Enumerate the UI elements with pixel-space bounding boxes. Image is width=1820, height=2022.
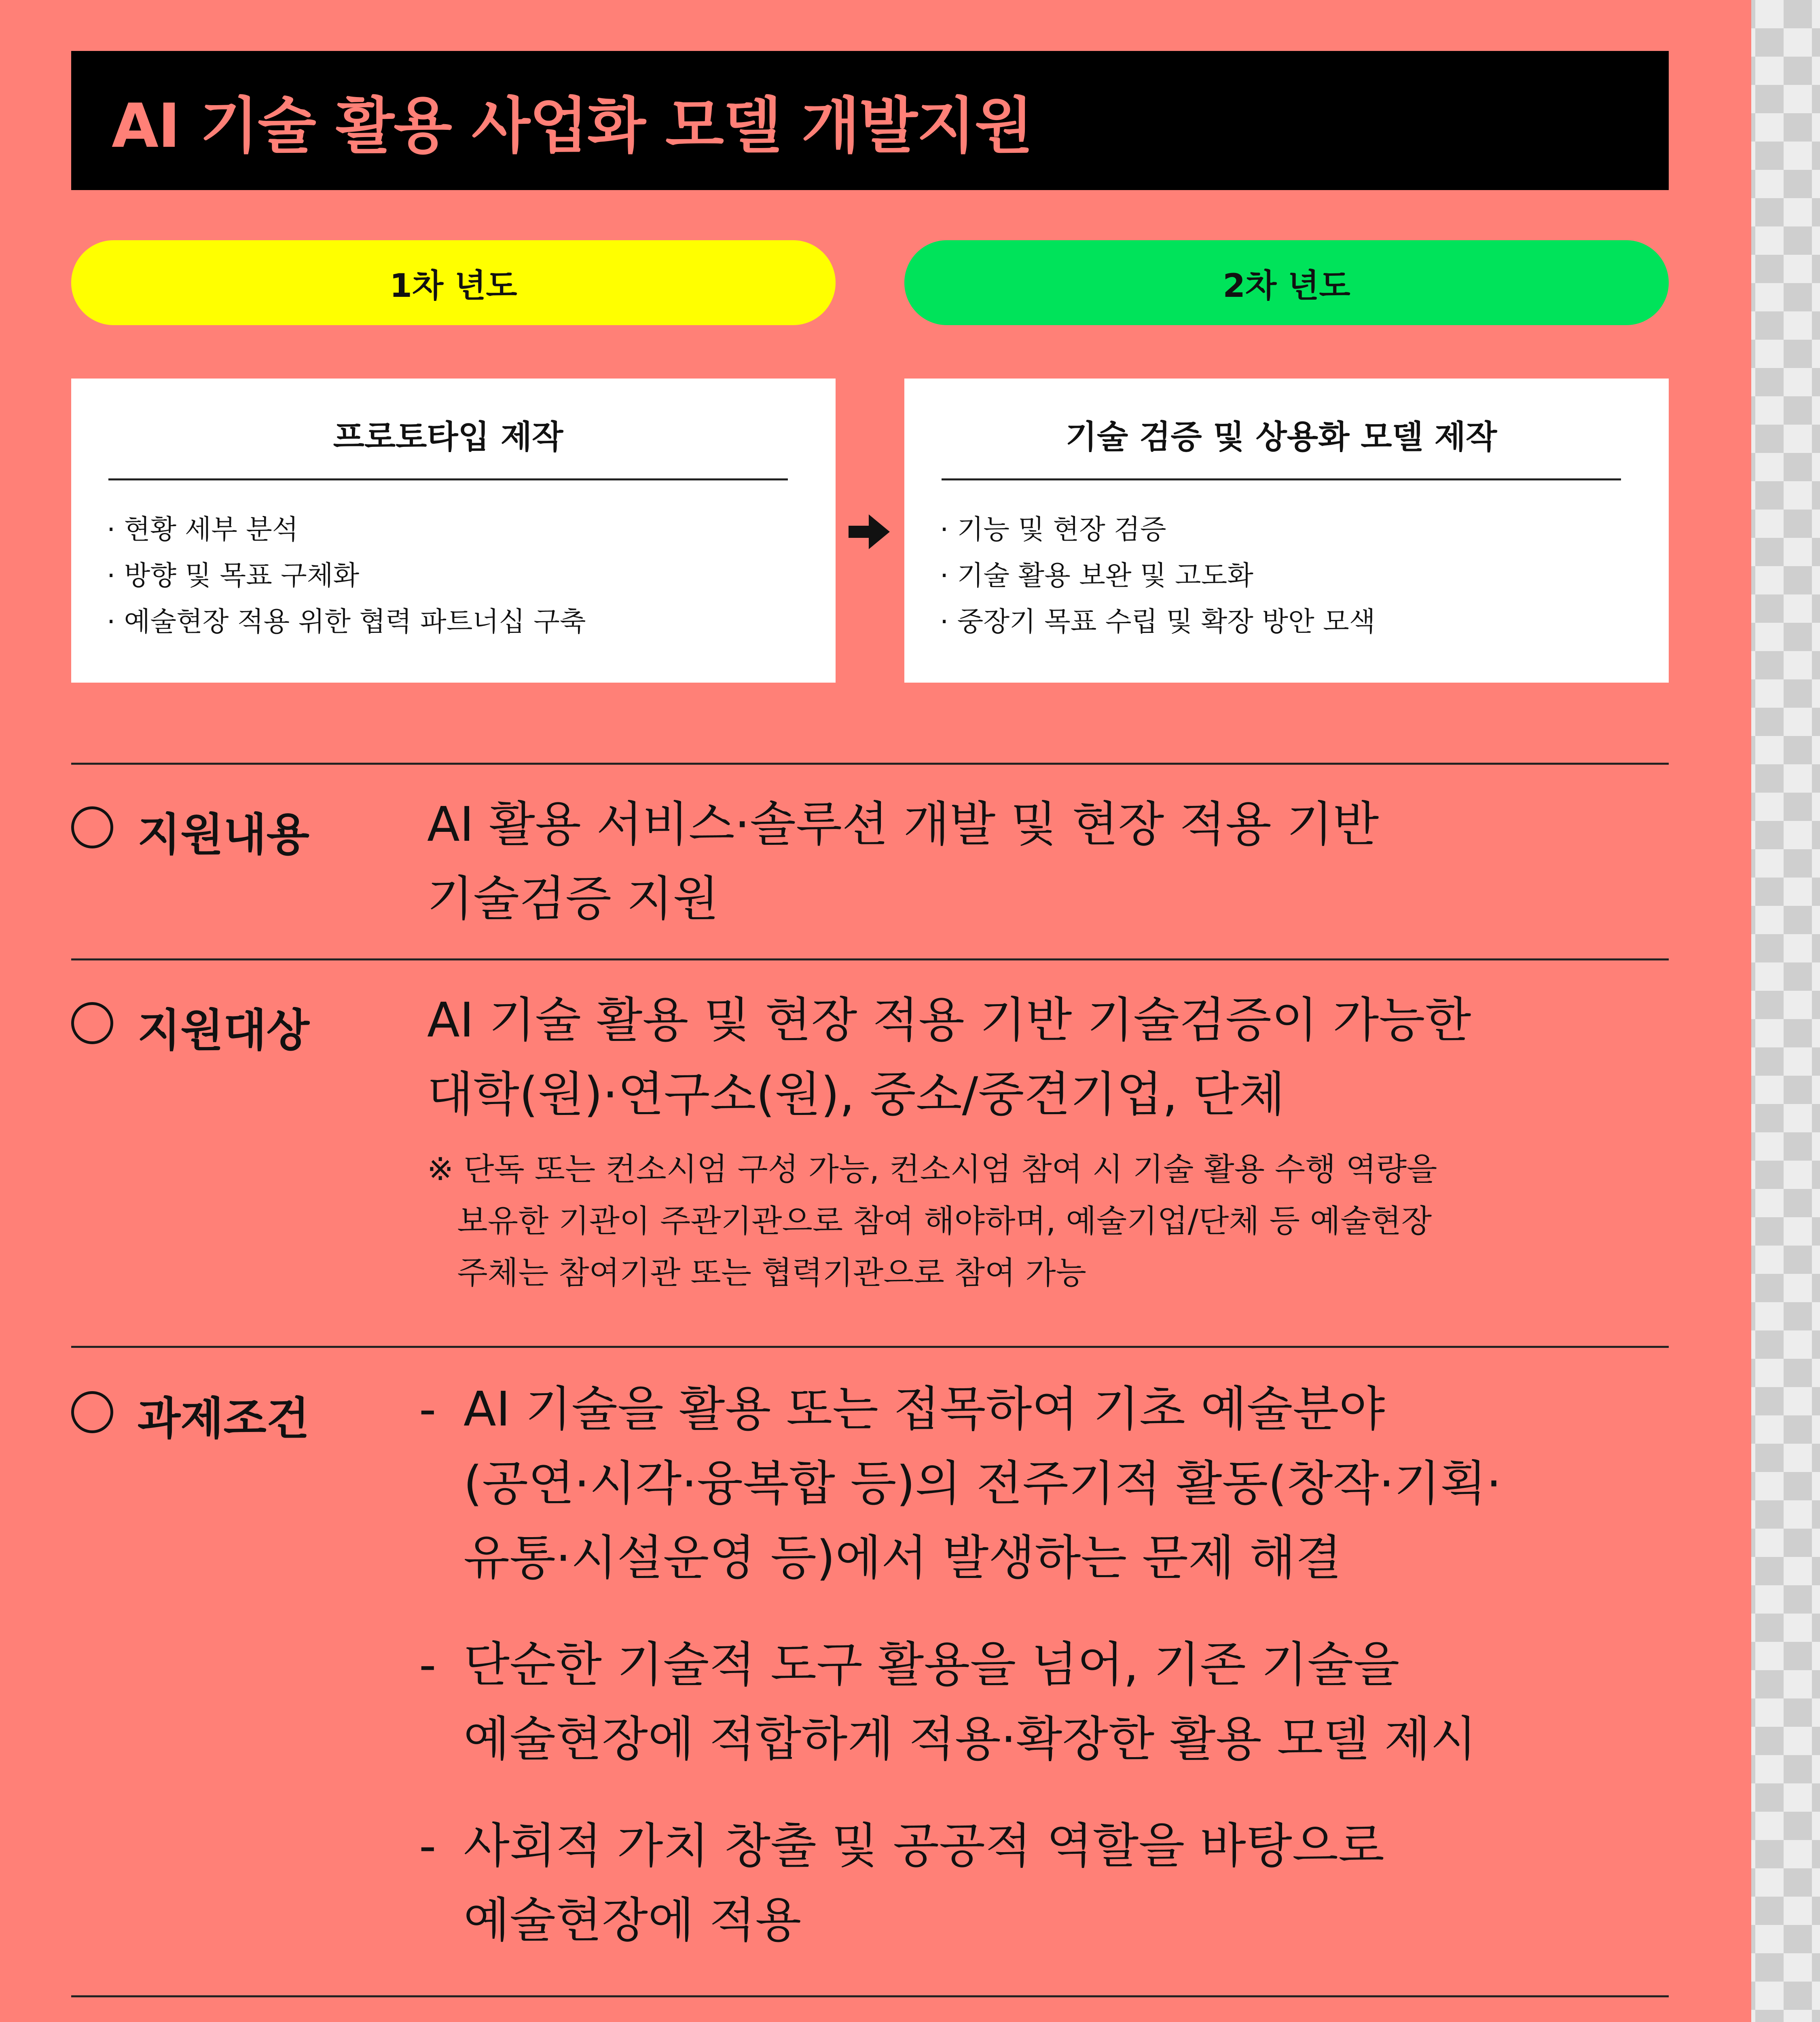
phase-item: · 현황 세부 분석 bbox=[107, 506, 788, 552]
year-2-pill: 2차 년도 bbox=[904, 240, 1669, 325]
phase-item: · 기능 및 현장 검증 bbox=[940, 506, 1621, 552]
year-1-pill: 1차 년도 bbox=[71, 240, 836, 325]
content-line bbox=[427, 2020, 1669, 2022]
content-line: - 사회적 가치 창출 및 공공적 역할을 바탕으로 bbox=[463, 1818, 1384, 1874]
section-label: 과제조건 bbox=[138, 1393, 310, 1445]
content-line: AI 기술 활용 및 현장 적용 기반 기술검증이 가능한 bbox=[427, 992, 1471, 1048]
section-content bbox=[427, 2020, 1669, 2022]
phase-item-list bbox=[107, 506, 788, 645]
phase-card-title: 기술 검증 및 상용화 모델 제작 bbox=[942, 411, 1621, 480]
section-label: 지원대상 bbox=[138, 1005, 310, 1056]
condition-item bbox=[419, 1372, 1669, 1595]
content-line: 기술검증 지원 bbox=[427, 871, 719, 926]
content-line: 예술현장에 적용 bbox=[463, 1892, 802, 1948]
divider bbox=[71, 1995, 1669, 1997]
section-content bbox=[427, 983, 1669, 1299]
phase-card-title: 프로토타입 제작 bbox=[108, 411, 788, 480]
divider bbox=[71, 958, 1669, 960]
right-arrow-icon bbox=[845, 510, 894, 554]
phase-card-1 bbox=[71, 379, 836, 683]
content-line: - 단순한 기술적 도구 활용을 넘어, 기존 기술을 bbox=[463, 1637, 1400, 1692]
content-line: AI 활용 서비스·솔루션 개발 및 현장 적용 기반 bbox=[427, 796, 1379, 852]
phase-item: · 중장기 목표 수립 및 확장 방안 모색 bbox=[940, 599, 1621, 645]
content-line: (공연·시각·융복합 등)의 전주기적 활동(창작·기획· bbox=[463, 1455, 1502, 1511]
phase-item: · 방향 및 목표 구체화 bbox=[107, 552, 788, 599]
content-line: - AI 기술을 활용 또는 접목하여 기초 예술분야 bbox=[463, 1381, 1385, 1437]
circle-bullet-icon bbox=[71, 1002, 113, 1044]
circle-bullet-icon bbox=[71, 1391, 113, 1433]
content-line: 유통·시설운영 등)에서 발생하는 문제 해결 bbox=[463, 1530, 1342, 1586]
divider bbox=[71, 763, 1669, 765]
title-bar bbox=[71, 51, 1669, 190]
section-content bbox=[427, 787, 1669, 936]
note-line: 보유한 기관이 주관기관으로 참여 해야하며, 예술기업/단체 등 예술현장 bbox=[427, 1203, 1432, 1239]
note-line: ※ 단독 또는 컨소시엄 구성 가능, 컨소시엄 참여 시 기술 활용 수행 역량을 bbox=[427, 1151, 1437, 1188]
section-label: 지원내용 bbox=[138, 809, 310, 861]
phase-item: · 기술 활용 보완 및 고도화 bbox=[940, 552, 1621, 599]
content-line: 예술현장에 적합하게 적용·확장한 활용 모델 제시 bbox=[463, 1711, 1477, 1767]
note-line: 주체는 참여기관 또는 협력기관으로 참여 가능 bbox=[427, 1255, 1086, 1291]
condition-item bbox=[419, 1627, 1669, 1776]
circle-bullet-icon bbox=[71, 806, 113, 848]
section-content bbox=[419, 1372, 1669, 1957]
content-line: 대학(원)·연구소(원), 중소/중견기업, 단체 bbox=[427, 1066, 1285, 1122]
phase-item-list bbox=[940, 506, 1621, 645]
page-title: AI 기술 활용 사업화 모델 개발지원 bbox=[112, 91, 1033, 161]
phase-item: · 예술현장 적용 위한 협력 파트너십 구축 bbox=[107, 599, 788, 645]
phase-card-2 bbox=[904, 379, 1669, 683]
condition-item bbox=[419, 1808, 1669, 1957]
divider bbox=[71, 1346, 1669, 1348]
